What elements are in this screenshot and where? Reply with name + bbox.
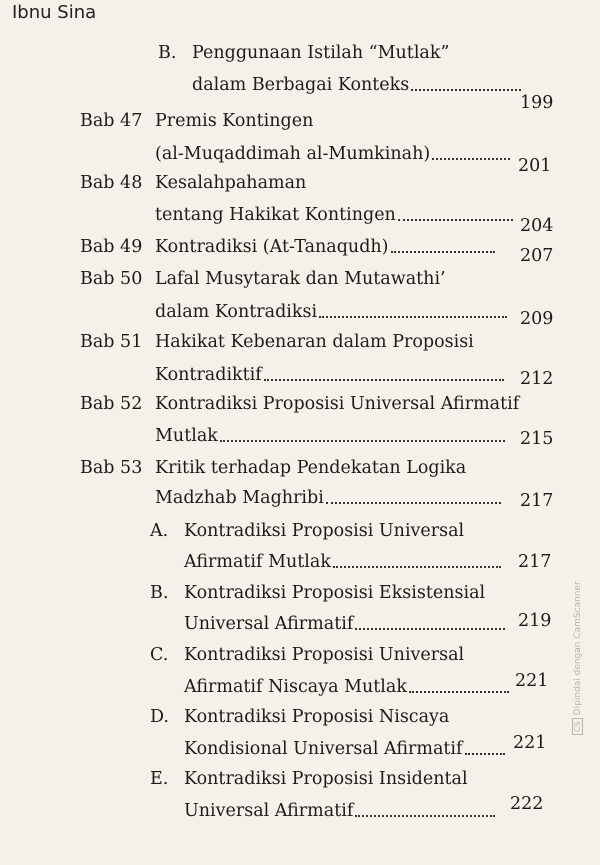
entry-chapter-number: Bab 48 [80,173,143,193]
entry-title-line-2: dalam Berbagai Konteks [192,75,410,95]
entry-page-number: 201 [518,156,552,176]
entry-title-line-1: Kontradiksi Proposisi Insidental [184,769,468,789]
dot-leader [398,219,513,221]
entry-title-line-1: Kesalahpahaman [155,173,307,193]
dot-leader [355,628,505,630]
entry-title-line-1: Kritik terhadap Pendekatan Logika [155,458,467,478]
entry-title-line-1: Hakikat Kebenaran dalam Proposisi [155,332,474,352]
entry-title-line-2: (al-Muqaddimah al-Mumkinah) [155,144,431,164]
entry-chapter-number: Bab 53 [80,458,143,478]
entry-title-line-2: dalam Kontradiksi [155,302,318,322]
entry-letter: A. [150,521,169,541]
entry-page-number: 207 [520,246,554,266]
entry-page-number: 217 [518,552,552,572]
entry-page-number: 204 [520,216,554,236]
entry-title-line-1: Kontradiksi Proposisi Universal [184,645,465,665]
entry-letter: D. [150,707,169,727]
dot-leader [333,566,501,568]
entry-letter: B. [150,583,169,603]
entry-title-line-2: Kontradiktif [155,365,262,385]
camscanner-logo-icon: CS [572,718,583,735]
entry-page-number: 219 [518,611,552,631]
entry-chapter-number: Bab 52 [80,394,143,414]
entry-page-number: 212 [520,369,554,389]
dot-leader [465,753,505,755]
entry-title-line-1: Kontradiksi Proposisi Eksistensial [184,583,486,603]
entry-letter: C. [150,645,169,665]
entry-page-number: 217 [520,491,554,511]
entry-page-number: 221 [515,671,549,691]
entry-page-number: 199 [520,93,554,113]
dot-leader [391,251,495,253]
entry-page-number: 209 [520,309,554,329]
entry-page-number: 222 [510,794,544,814]
dot-leader [326,502,501,504]
watermark-text: Dipindai dengan CamScanner [573,581,583,716]
entry-title-line-1: Kontradiksi Proposisi Universal Afirmatif [155,394,520,414]
entry-title-line-1: Kontradiksi Proposisi Niscaya [184,707,450,727]
entry-chapter-number: Bab 51 [80,332,143,352]
entry-title-line-1: Kontradiksi (At-Tanaqudh) [155,237,389,257]
dot-leader [319,316,507,318]
entry-letter: B. [158,43,177,63]
entry-title-line-1: Penggunaan Istilah “Mutlak” [192,43,450,63]
entry-letter: E. [150,769,169,789]
entry-title-line-2: Universal Afirmatif [184,614,354,634]
entry-chapter-number: Bab 50 [80,269,143,289]
dot-leader [264,379,504,381]
entry-chapter-number: Bab 49 [80,237,143,257]
entry-title-line-2: Universal Afirmatif [184,801,354,821]
entry-page-number: 221 [513,733,547,753]
scanner-watermark [572,581,583,735]
dot-leader [411,89,521,91]
entry-title-line-2: Kondisional Universal Afirmatif [184,739,463,759]
entry-title-line-1: Lafal Musytarak dan Mutawathi’ [155,269,446,289]
running-header: Ibnu Sina [12,2,97,23]
entry-title-line-2: tentang Hakikat Kontingen [155,205,396,225]
dot-leader [355,815,495,817]
dot-leader [220,440,505,442]
entry-title-line-2: Afirmatif Mutlak [184,552,331,572]
entry-title-line-2: Mutlak [155,426,218,446]
dot-leader [409,691,509,693]
entry-title-line-1: Premis Kontingen [155,111,314,131]
entry-chapter-number: Bab 47 [80,111,143,131]
entry-page-number: 215 [520,429,554,449]
entry-title-line-2: Madzhab Maghribi [155,488,324,508]
entry-title-line-2: Afirmatif Niscaya Mutlak [184,677,407,697]
dot-leader [432,158,510,160]
entry-title-line-1: Kontradiksi Proposisi Universal [184,521,465,541]
